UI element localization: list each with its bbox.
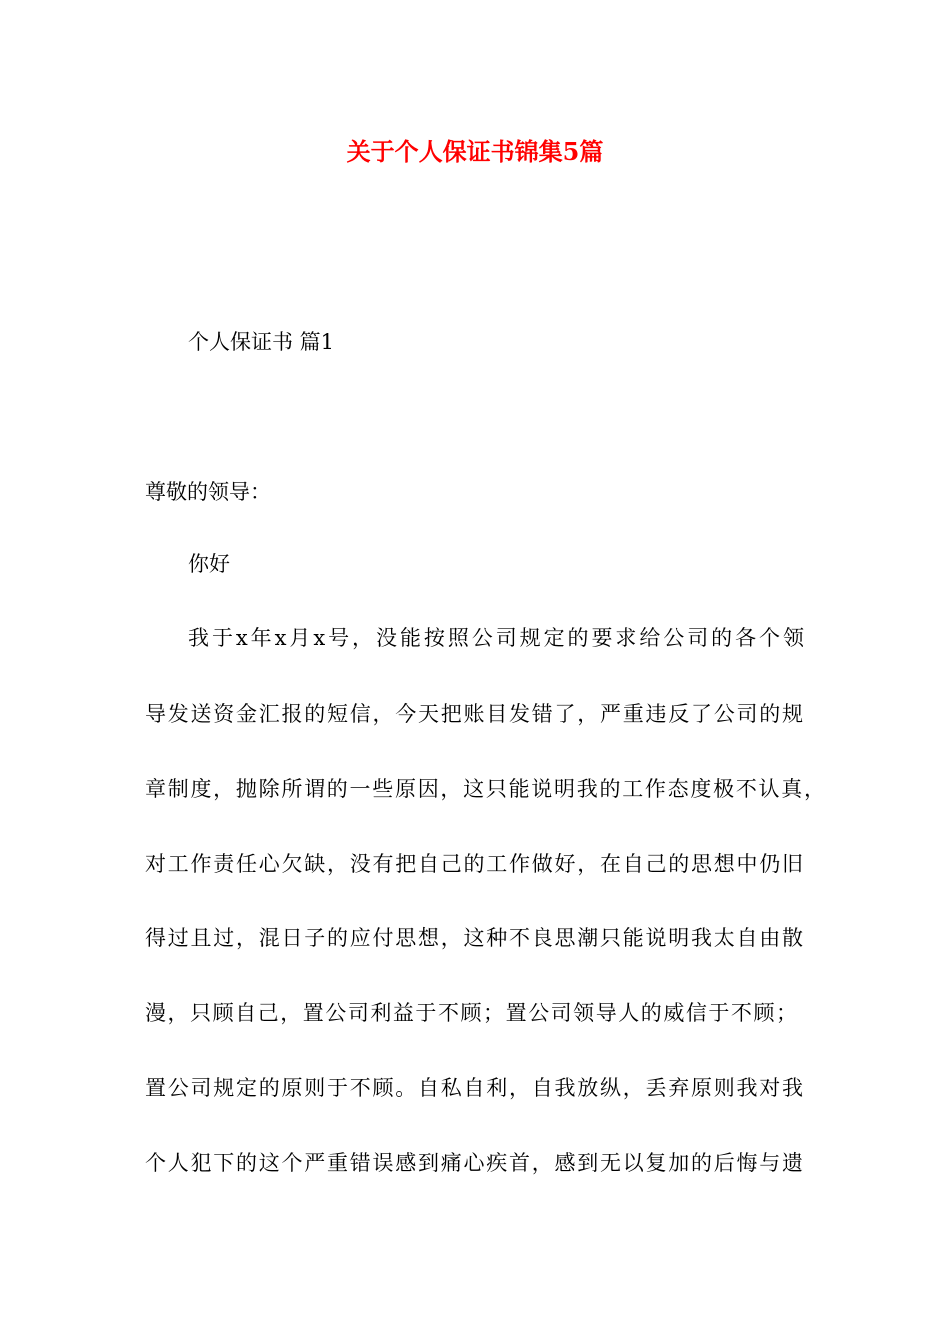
greeting: 你好 [188,552,230,576]
body-line: 我于x年x月x号，没能按照公司规定的要求给公司的各个领 [188,626,804,650]
body-line: 导发送资金汇报的短信，今天把账目发错了，严重违反了公司的规 [145,702,803,726]
section-heading: 个人保证书 篇1 [188,330,335,354]
body-line: 对工作责任心欠缺，没有把自己的工作做好，在自己的思想中仍旧 [145,852,803,876]
body-line: 置公司规定的原则于不顾。自私自利，自我放纵，丢弃原则我对我 [145,1076,803,1100]
document-title: 关于个人保证书锦集5篇 [346,137,604,166]
body-line: 得过且过，混日子的应付思想，这种不良思潮只能说明我太自由散 [145,926,803,950]
body-line: 章制度，抛除所谓的一些原因，这只能说明我的工作态度极不认真， [145,777,825,801]
body-line: 个人犯下的这个严重错误感到痛心疾首，感到无以复加的后悔与遗 [145,1151,803,1175]
salutation: 尊敬的领导： [145,480,271,504]
body-line: 漫，只顾自己，置公司利益于不顾；置公司领导人的威信于不顾； [145,1001,797,1025]
